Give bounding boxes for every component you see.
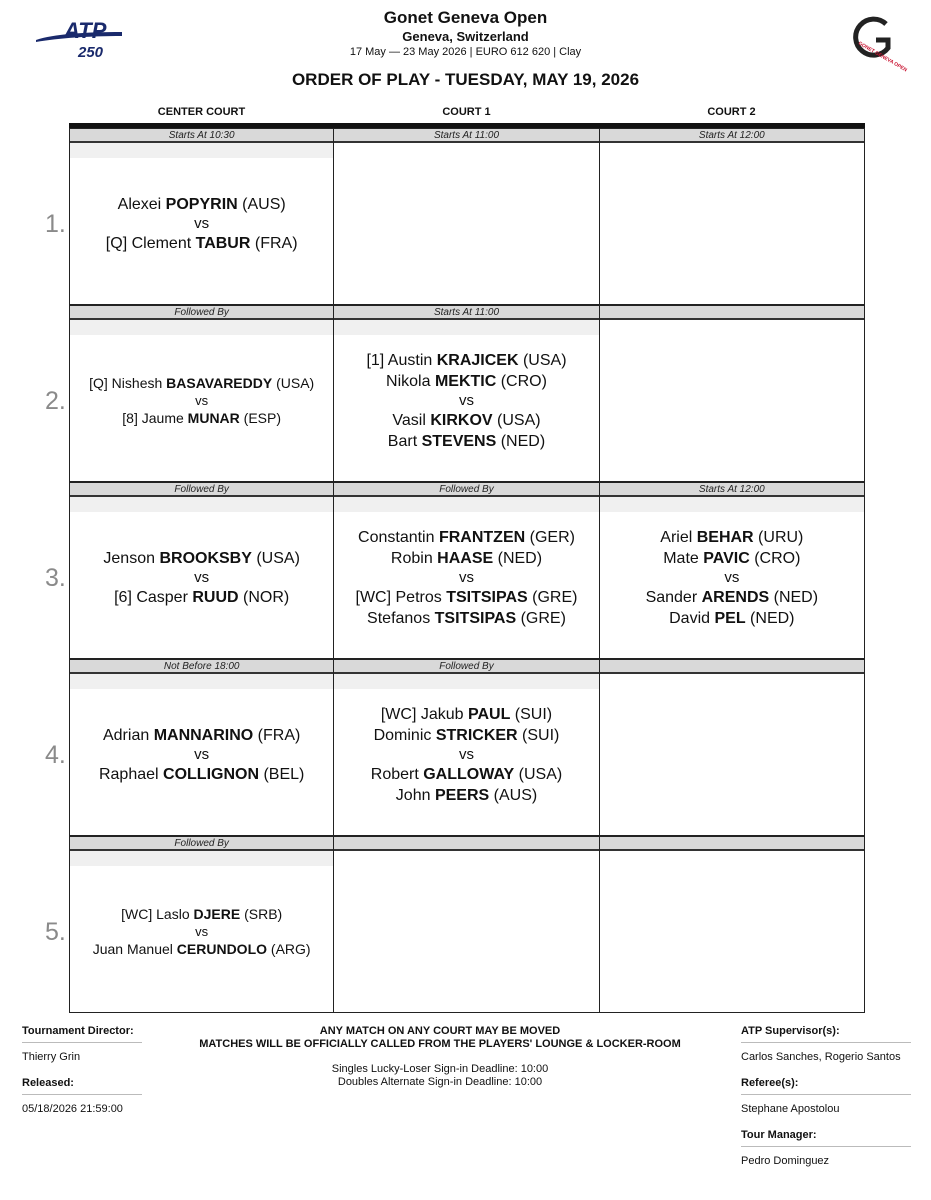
player-line: [663, 548, 800, 569]
player-line: [89, 374, 314, 393]
player-first-name: Juan Manuel: [92, 940, 177, 957]
player-first-name: Ariel: [660, 528, 697, 546]
player-line: [118, 194, 286, 215]
player-first-name: Robin: [390, 549, 438, 567]
row-number: 2.: [45, 387, 66, 415]
match-cell: [69, 305, 334, 482]
player-country: (USA): [514, 765, 563, 783]
player-first-name: [1] Austin: [366, 351, 437, 369]
player-first-name: Jenson: [103, 549, 160, 567]
supervisor-names: Carlos Sanches, Rogerio Santos: [741, 1051, 901, 1063]
player-line: [366, 350, 566, 371]
start-time-label: Starts At 12:00: [600, 128, 864, 143]
versus-label: vs: [195, 923, 209, 939]
player-country: (NED): [769, 588, 819, 606]
player-line: [103, 725, 300, 746]
row-number: 3.: [45, 564, 66, 592]
player-last-name: TSITSIPAS: [434, 609, 517, 627]
start-time-label: [600, 659, 864, 674]
start-time-label: Starts At 11:00: [334, 128, 598, 143]
player-last-name: COLLIGNON: [163, 765, 260, 783]
start-time-label: Followed By: [334, 659, 598, 674]
start-time-label: Followed By: [70, 482, 333, 497]
start-time-label: Followed By: [70, 836, 333, 851]
player-first-name: Nikola: [386, 372, 435, 390]
match-body: [600, 674, 864, 835]
match-body: [600, 851, 864, 1012]
player-last-name: STEVENS: [421, 432, 497, 450]
player-first-name: [WC] Laslo: [121, 905, 194, 922]
player-last-name: FRANTZEN: [438, 528, 526, 546]
player-country: (USA): [272, 374, 315, 391]
player-last-name: MUNAR: [187, 409, 240, 426]
player-first-name: Robert: [370, 765, 424, 783]
match-body: [334, 320, 598, 481]
match-cell: [600, 659, 865, 836]
player-line: [660, 527, 803, 548]
court-header-center: CENTER COURT: [157, 106, 246, 118]
player-first-name: [6] Casper: [114, 588, 193, 606]
player-line: [356, 587, 578, 608]
match-row: [45, 659, 865, 836]
player-first-name: Vasil: [392, 411, 431, 429]
versus-label: vs: [458, 745, 474, 763]
player-last-name: MEKTIC: [434, 372, 497, 390]
versus-label: vs: [458, 391, 474, 409]
start-time-label: Starts At 10:30: [70, 128, 333, 143]
start-time-label: Followed By: [334, 482, 598, 497]
player-last-name: RUUD: [192, 588, 239, 606]
match-body: [70, 497, 333, 658]
singles-deadline: Singles Lucky-Loser Sign-in Deadline: 10:00: [331, 1063, 549, 1075]
player-last-name: PAUL: [467, 705, 511, 723]
tour-manager-name: Pedro Dominguez: [741, 1155, 830, 1167]
player-line: [646, 587, 819, 608]
tournament-location: Geneva, Switzerland: [402, 29, 529, 44]
tournament-name: Gonet Geneva Open: [383, 8, 548, 27]
player-country: (GRE): [516, 609, 566, 627]
player-line: [391, 548, 542, 569]
notice-moved: ANY MATCH ON ANY COURT MAY BE MOVED: [319, 1025, 561, 1037]
player-line: [371, 764, 562, 785]
player-last-name: PEERS: [434, 786, 490, 804]
player-first-name: David: [669, 609, 715, 627]
referee-label: Referee(s):: [741, 1077, 799, 1089]
released-date: 05/18/2026 21:59:00: [22, 1103, 123, 1115]
court-header-court-2: COURT 2: [707, 106, 756, 118]
player-last-name: CERUNDOLO: [176, 940, 268, 957]
start-time-label: [600, 305, 864, 320]
player-last-name: HAASE: [437, 549, 494, 567]
player-country: (NED): [496, 432, 546, 450]
player-line: [392, 410, 540, 431]
match-body: [334, 674, 598, 835]
versus-label: vs: [194, 568, 210, 586]
match-cell: [600, 305, 865, 482]
player-last-name: PEL: [714, 609, 746, 627]
start-time-label: Followed By: [70, 305, 333, 320]
player-country: (FRA): [250, 234, 298, 252]
match-cell: [334, 482, 599, 659]
player-first-name: [8] Jaume: [122, 409, 188, 426]
player-last-name: GALLOWAY: [423, 765, 515, 783]
start-time-label: [334, 836, 598, 851]
supervisor-label: ATP Supervisor(s):: [741, 1025, 840, 1037]
match-cell: [69, 659, 334, 836]
match-cell: [69, 836, 334, 1013]
match-cell: [600, 128, 865, 305]
player-country: (CRO): [496, 372, 547, 390]
player-line: [386, 371, 547, 392]
versus-label: vs: [194, 745, 210, 763]
player-country: (BEL): [259, 765, 305, 783]
player-first-name: Sander: [645, 588, 702, 606]
player-first-name: Stefanos: [367, 609, 435, 627]
match-cell: [334, 659, 599, 836]
match-body: [334, 497, 598, 658]
player-first-name: Constantin: [358, 528, 439, 546]
svg-text:ATP: ATP: [64, 18, 107, 43]
player-line: [381, 704, 552, 725]
match-body: [334, 143, 598, 304]
match-body: [70, 674, 333, 835]
player-country: (GER): [525, 528, 575, 546]
player-line: [669, 608, 794, 629]
player-last-name: BEHAR: [696, 528, 754, 546]
player-last-name: BASAVAREDDY: [166, 374, 273, 391]
player-line: [99, 764, 304, 785]
player-country: (GRE): [527, 588, 578, 606]
player-first-name: Dominic: [373, 726, 436, 744]
divider: [741, 1094, 911, 1095]
match-body: [70, 320, 333, 481]
player-country: (SUI): [517, 726, 560, 744]
player-last-name: TABUR: [195, 234, 251, 252]
player-line: [106, 233, 298, 254]
match-cell: [334, 128, 599, 305]
player-country: (NOR): [238, 588, 290, 606]
start-time-label: Not Before 18:00: [70, 659, 333, 674]
match-cell: [69, 482, 334, 659]
match-cell: [334, 836, 599, 1013]
player-last-name: KRAJICEK: [436, 351, 519, 369]
player-country: (AUS): [489, 786, 538, 804]
player-last-name: BROOKSBY: [159, 549, 252, 567]
match-body: [70, 143, 333, 304]
match-body: [600, 497, 864, 658]
order-of-play-grid: [45, 128, 865, 1013]
versus-label: vs: [458, 568, 474, 586]
tournament-details: 17 May — 23 May 2026 | EURO 612 620 | Clay: [349, 46, 582, 58]
match-row: [45, 128, 865, 305]
versus-label: vs: [194, 214, 210, 232]
player-line: [121, 905, 282, 924]
player-country: (URU): [753, 528, 804, 546]
player-first-name: Alexei: [117, 195, 166, 213]
player-last-name: STRICKER: [435, 726, 518, 744]
svg-text:GONET GENEVA OPEN: GONET GENEVA OPEN: [857, 40, 908, 74]
divider: [741, 1146, 911, 1147]
match-cell: [600, 482, 865, 659]
player-country: (NED): [493, 549, 543, 567]
player-first-name: [WC] Jakub: [380, 705, 468, 723]
versus-label: vs: [724, 568, 740, 586]
divider: [22, 1094, 142, 1095]
player-line: [122, 409, 281, 428]
match-cell: [600, 836, 865, 1013]
referee-name: Stephane Apostolou: [741, 1103, 840, 1115]
player-first-name: Raphael: [98, 765, 164, 783]
player-country: (ESP): [239, 409, 282, 426]
player-last-name: DJERE: [193, 905, 241, 922]
tour-manager-label: Tour Manager:: [741, 1129, 817, 1141]
divider: [22, 1042, 142, 1043]
player-country: (SRB): [240, 905, 283, 922]
notice-called: MATCHES WILL BE OFFICIALLY CALLED FROM THE PLAYERS' LOUNGE & LOCKER-ROOM: [199, 1038, 681, 1050]
match-row: [45, 836, 865, 1013]
player-line: [103, 548, 300, 569]
versus-label: vs: [195, 392, 209, 408]
player-last-name: KIRKOV: [430, 411, 493, 429]
row-number: 5.: [45, 918, 66, 946]
player-line: [93, 940, 311, 959]
player-country: (SUI): [510, 705, 553, 723]
player-line: [374, 725, 560, 746]
player-line: [114, 587, 289, 608]
player-first-name: John: [395, 786, 435, 804]
court-header-court-1: COURT 1: [442, 106, 491, 118]
match-body: [600, 143, 864, 304]
match-body: [600, 320, 864, 481]
player-last-name: TSITSIPAS: [446, 588, 528, 606]
player-line: [367, 608, 566, 629]
match-cell: [69, 128, 334, 305]
player-country: (USA): [492, 411, 541, 429]
player-first-name: Adrian: [102, 726, 154, 744]
player-first-name: [Q] Clement: [105, 234, 196, 252]
match-body: [334, 851, 598, 1012]
player-last-name: POPYRIN: [165, 195, 238, 213]
player-last-name: ARENDS: [701, 588, 770, 606]
order-of-play-title: ORDER OF PLAY - TUESDAY, MAY 19, 2026: [291, 70, 640, 89]
released-label: Released:: [22, 1077, 74, 1089]
director-label: Tournament Director:: [22, 1025, 134, 1037]
player-country: (USA): [518, 351, 567, 369]
player-country: (FRA): [253, 726, 301, 744]
player-first-name: Bart: [387, 432, 422, 450]
start-time-label: Starts At 11:00: [334, 305, 598, 320]
doubles-deadline: Doubles Alternate Sign-in Deadline: 10:00: [337, 1076, 543, 1088]
divider: [741, 1042, 911, 1043]
player-first-name: Mate: [663, 549, 704, 567]
player-country: (AUS): [237, 195, 286, 213]
row-number: 1.: [45, 210, 66, 238]
start-time-label: [600, 836, 864, 851]
row-number: 4.: [45, 741, 66, 769]
player-line: [388, 431, 545, 452]
player-country: (ARG): [267, 940, 311, 957]
player-country: (CRO): [749, 549, 801, 567]
player-first-name: [WC] Petros: [355, 588, 447, 606]
match-body: [70, 851, 333, 1012]
svg-text:250: 250: [78, 44, 104, 61]
match-row: [45, 305, 865, 482]
player-country: (NED): [745, 609, 795, 627]
player-line: [358, 527, 575, 548]
player-line: [396, 785, 537, 806]
match-cell: [334, 305, 599, 482]
player-last-name: PAVIC: [703, 549, 750, 567]
start-time-label: Starts At 12:00: [600, 482, 864, 497]
player-last-name: MANNARINO: [153, 726, 254, 744]
player-country: (USA): [251, 549, 300, 567]
player-first-name: [Q] Nishesh: [89, 374, 167, 391]
match-row: [45, 482, 865, 659]
director-name: Thierry Grin: [22, 1051, 81, 1063]
